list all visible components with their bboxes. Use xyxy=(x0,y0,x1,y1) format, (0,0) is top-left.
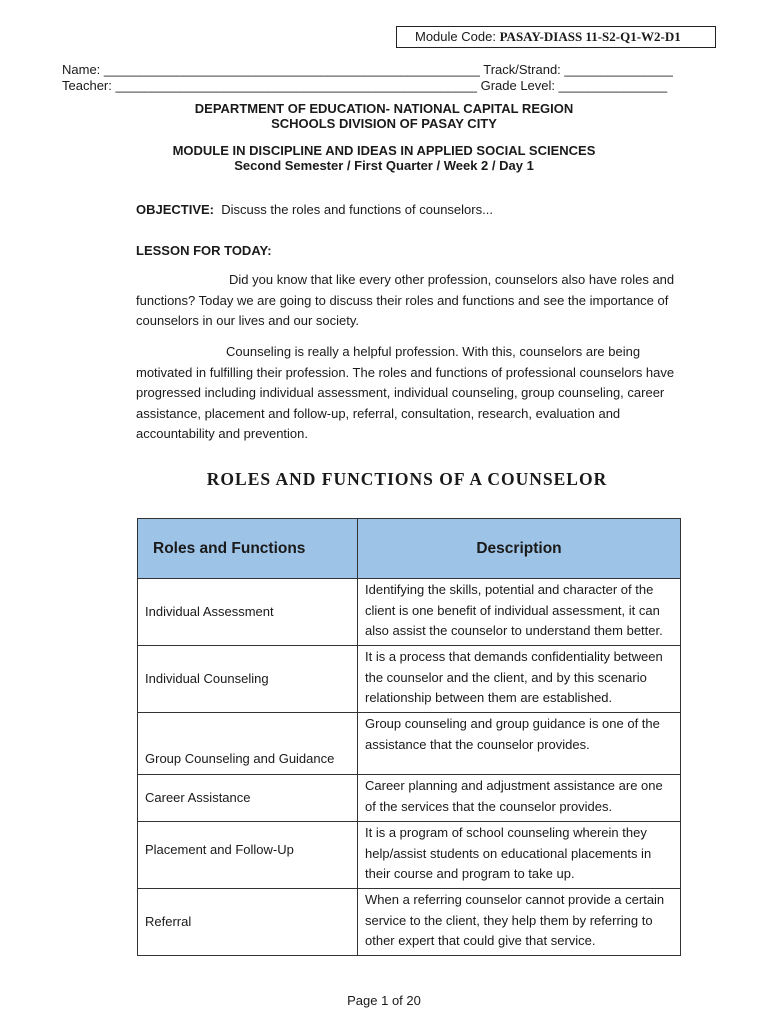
role-cell: Career Assistance xyxy=(138,775,358,822)
description-cell: Identifying the skills, potential and character of the client is one benefit of individual assessment, it can also assist the counselor to understand them better. xyxy=(358,579,681,646)
table-row xyxy=(138,646,681,713)
role-cell: Individual Assessment xyxy=(138,579,358,646)
objective-text: Discuss the roles and functions of counselors... xyxy=(221,202,493,217)
module-code-value: PASAY-DIASS 11-S2-Q1-W2-D1 xyxy=(499,29,681,44)
description-cell: It is a program of school counseling wherein they help/assist students on educational placements in their course and program to take up. xyxy=(358,822,681,889)
lesson-label: LESSON FOR TODAY: xyxy=(136,243,272,258)
role-cell: Group Counseling and Guidance xyxy=(138,713,358,775)
table-row xyxy=(138,822,681,889)
module-code-box xyxy=(396,26,716,48)
objective xyxy=(136,202,493,218)
roles-table xyxy=(137,518,681,956)
lesson-paragraph-1: Did you know that like every other profession, counselors also have roles and functions? Today we are going to discuss their roles and functions and see the importance of counselors in our lives and our society. xyxy=(136,272,675,328)
table-row xyxy=(138,713,681,775)
name-line: Name: ____________________________________________________ Track/Strand: _______________ xyxy=(62,62,673,77)
description-cell: It is a process that demands confidentiality between the counselor and the client, and by this scenario relationship between them are established. xyxy=(358,646,681,713)
role-cell: Placement and Follow-Up xyxy=(138,822,358,889)
header-description: Description xyxy=(358,519,681,579)
section-heading: ROLES AND FUNCTIONS OF A COUNSELOR xyxy=(206,469,608,489)
table-row xyxy=(138,775,681,822)
department-title: DEPARTMENT OF EDUCATION- NATIONAL CAPITAL REGION xyxy=(194,101,574,116)
header-roles: Roles and Functions xyxy=(138,519,358,579)
lesson-paragraph-2: Counseling is really a helpful profession. With this, counselors are being motivated in fulfilling their profession. The roles and functions of professional counselors have progressed including individual assessment, individual counseling, group counseling, career assistance, placement and follow-up, referral, consultation, research, evaluation and accountability and prevention. xyxy=(136,344,675,441)
description-cell: Career planning and adjustment assistance are one of the services that the counselor provides. xyxy=(358,775,681,822)
table-header-row xyxy=(138,519,681,579)
objective-label: OBJECTIVE: xyxy=(136,202,215,217)
module-code-label: Module Code: xyxy=(415,29,496,44)
division-title: SCHOOLS DIVISION OF PASAY CITY xyxy=(271,116,497,131)
teacher-line: Teacher: __________________________________________________ Grade Level: _______________ xyxy=(62,78,668,93)
description-cell: When a referring counselor cannot provide a certain service to the client, they help them by referring to other expert that could give that service. xyxy=(358,889,681,956)
table-row xyxy=(138,579,681,646)
description-cell: Group counseling and group guidance is one of the assistance that the counselor provides. xyxy=(358,713,681,775)
role-cell: Individual Counseling xyxy=(138,646,358,713)
semester-title: Second Semester / First Quarter / Week 2 / Day 1 xyxy=(234,158,534,173)
table-row xyxy=(138,889,681,956)
page-number: Page 1 of 20 xyxy=(347,993,421,1008)
role-cell: Referral xyxy=(138,889,358,956)
module-title: MODULE IN DISCIPLINE AND IDEAS IN APPLIED SOCIAL SCIENCES xyxy=(172,143,596,158)
